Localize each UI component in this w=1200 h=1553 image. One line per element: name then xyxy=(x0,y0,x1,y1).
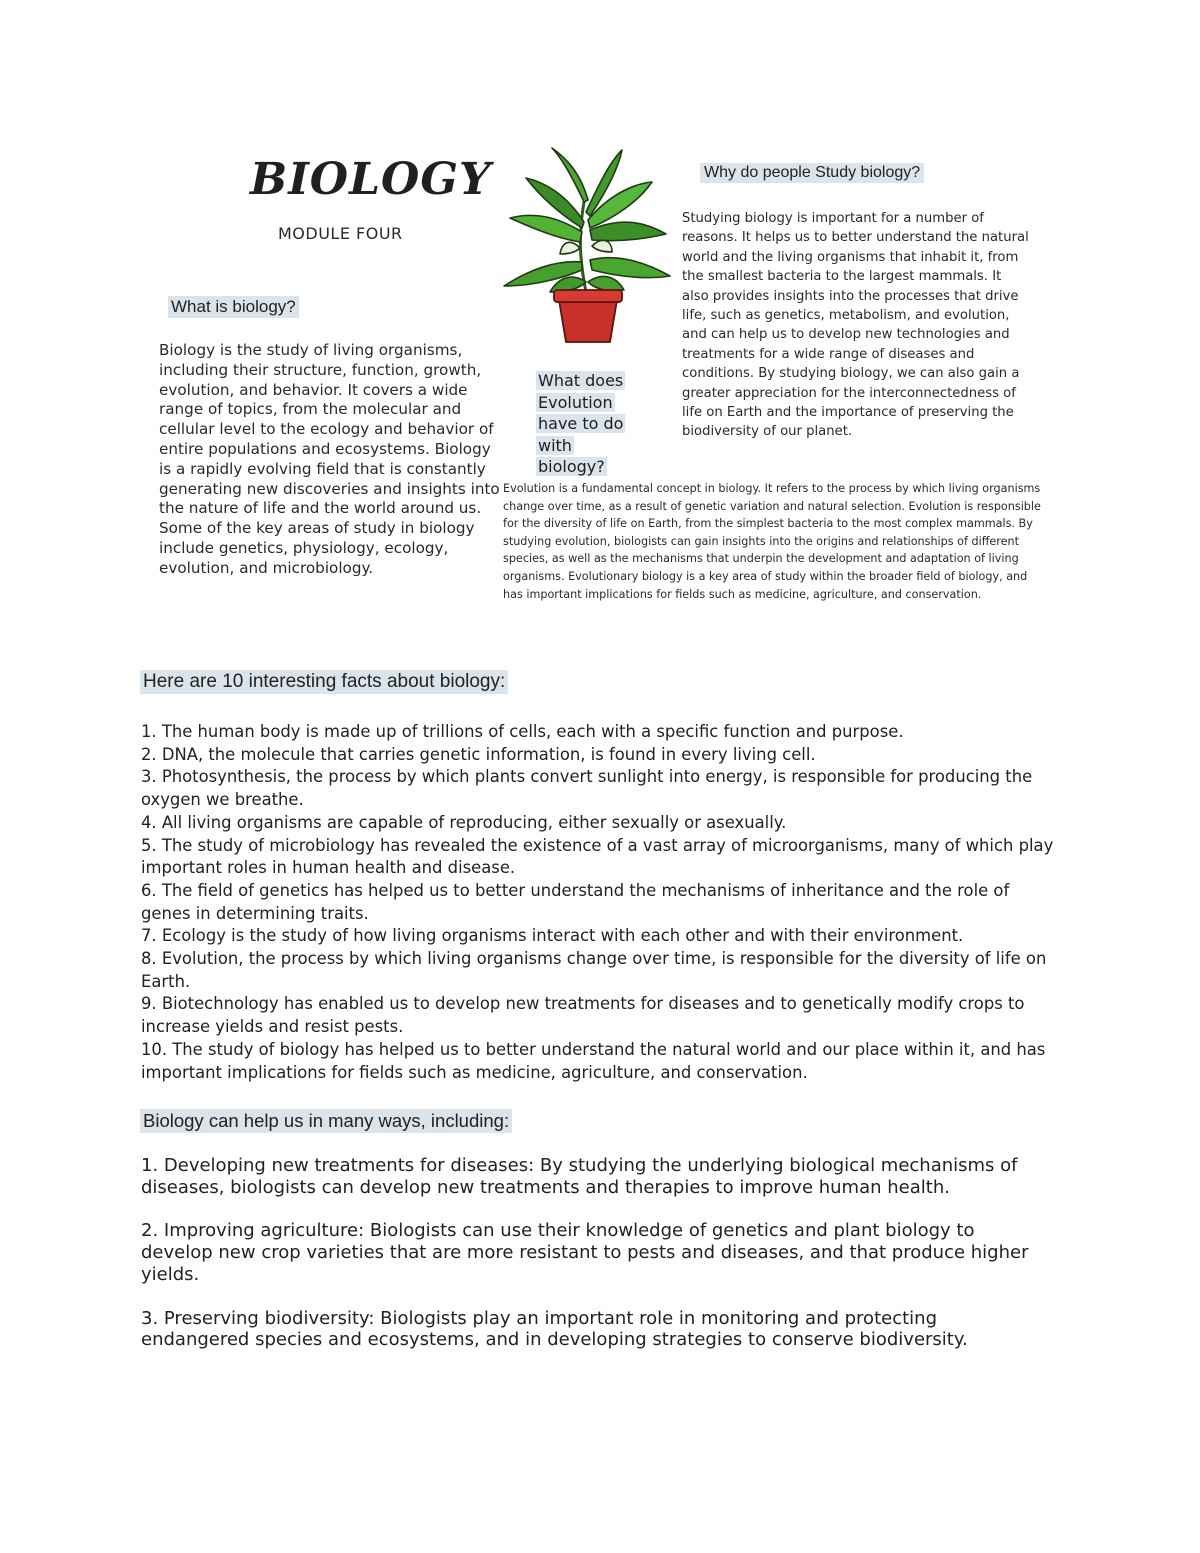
list-item: 7. Ecology is the study of how living organisms interact with each other and with their environment. xyxy=(141,926,964,946)
page-title: BIOLOGY xyxy=(250,154,492,205)
list-item: 1. The human body is made up of trillions of cells, each with a specific function and purpose. xyxy=(141,722,904,741)
list-item: 3. Photosynthesis, the process by which plants convert sunlight into energy, is responsible for producing the oxygen we breathe. xyxy=(141,767,1033,810)
what-is-biology-text: Biology is the study of living organisms, including their structure, function, growth, evolution, and behavior. It covers a wide range of topics, from the molecular and cellular level to the ecology and behavior of entire populations and ecosystems. Biology is a rapidly evolving field that is constantly generating new discoveries and insights into the nature of life and the world around us. Some of the key areas of study in biology include genetics, physiology, ecology, evolution, and microbiology. xyxy=(159,341,500,577)
list-item: 3. Preserving biodiversity: Biologists play an important role in monitoring and protecting endangered species and ecosystems, and in developing strategies to conserve biodiversity. xyxy=(141,1307,968,1351)
evolution-heading: What does Evolution have to do with biology? xyxy=(538,371,624,476)
list-item: 5. The study of microbiology has revealed the existence of a vast array of microorganisms, many of which play important roles in human health and disease. xyxy=(141,835,1054,878)
what-is-biology-heading: What is biology? xyxy=(168,296,299,318)
list-item: 8. Evolution, the process by which living organisms change over time, is responsible for the diversity of life on Earth. xyxy=(141,949,1047,991)
help-heading: Biology can help us in many ways, including: xyxy=(140,1109,512,1133)
list-item: 4. All living organisms are capable of reproducing, either sexually or asexually. xyxy=(141,812,787,832)
list-item: 1. Developing new treatments for diseases: By studying the underlying biological mechanisms of diseases, biologists can develop new treatments and therapies to improve human health. xyxy=(141,1155,1018,1198)
list-item: 10. The study of biology has helped us to better understand the natural world and our place within it, and has important implications for fields such as medicine, agriculture, and conservation. xyxy=(141,1039,1046,1082)
facts-heading: Here are 10 interesting facts about biology: xyxy=(140,670,508,694)
potted-plant-icon xyxy=(500,142,672,348)
why-study-text: Studying biology is important for a number of reasons. It helps us to better understand the natural world and the living organisms that inhabit it, from the smallest bacteria to the largest mammals. It also provides insights into the processes that drive life, such as genetics, metabolism, and evolution, and can help us to develop new technologies and treatments for a wide range of diseases and conditions. By studying biology, we can also gain a greater appreciation for the interconnectedness of life on Earth and the importance of preserving the biodiversity of our planet. xyxy=(682,211,1029,440)
page-subtitle: MODULE FOUR xyxy=(278,224,403,243)
list-item: 2. Improving agriculture: Biologists can use their knowledge of genetics and plant biology to develop new crop varieties that are more resistant to pests and diseases, and that produce higher yields. xyxy=(141,1220,1029,1285)
help-list xyxy=(141,1155,1041,1373)
list-item: 6. The field of genetics has helped us to better understand the mechanisms of inheritance and the role of genes in determining traits. xyxy=(141,880,1010,923)
facts-list xyxy=(141,721,1061,1084)
list-item: 9. Biotechnology has enabled us to develop new treatments for diseases and to genetically modify crops to increase yields and resist pests. xyxy=(141,994,1025,1037)
list-item: 2. DNA, the molecule that carries genetic information, is found in every living cell. xyxy=(141,744,816,764)
evolution-text: Evolution is a fundamental concept in biology. It refers to the process by which living organisms change over time, as a result of genetic variation and natural selection. Evolution is responsible for the diversity of life on Earth, from the simplest bacteria to the most complex mammals. By studying evolution, biologists can gain insights into the origins and relationships of different species, as well as the mechanisms that underpin the development and adaptation of living organisms. Evolutionary biology is a key area of study within the broader field of biology, and has important implications for fields such as medicine, agriculture, and conservation. xyxy=(503,482,1041,601)
why-study-heading: Why do people Study biology? xyxy=(700,163,924,183)
